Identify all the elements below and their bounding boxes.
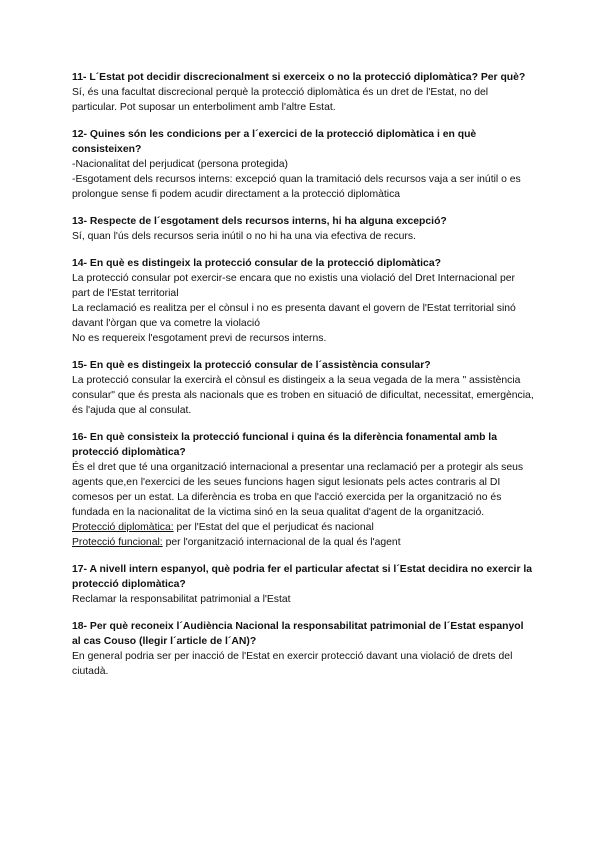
question-11 bbox=[72, 70, 534, 115]
question-title: 13- Respecte de l´esgotament dels recursos interns, hi ha alguna excepció? bbox=[72, 216, 447, 227]
answer-line: -Esgotament dels recursos interns: excepció quan la tramitació dels recursos vaja a ser inútil o es prolongue sense fi podem acudir directament a la protecció diplomàtica bbox=[72, 174, 521, 200]
question-title: 16- En què consisteix la protecció funcional i quina és la diferència fonamental amb la protecció diplomàtica? bbox=[72, 432, 497, 458]
question-13 bbox=[72, 214, 534, 244]
underlined-label: Protecció diplomàtica: bbox=[72, 522, 174, 533]
underlined-label: Protecció funcional: bbox=[72, 537, 163, 548]
question-title: 17- A nivell intern espanyol, què podria fer el particular afectat si l´Estat decidira no exercir la protecció diplomàtica? bbox=[72, 564, 533, 590]
question-17 bbox=[72, 562, 534, 607]
question-title: 12- Quines són les condicions per a l´exercici de la protecció diplomàtica i en què consisteixen? bbox=[72, 129, 477, 155]
answer-line: La reclamació es realitza per el cònsul i no es presenta davant el govern de l'Estat territorial sinó davant l'òrgan que va cometre la violació bbox=[72, 303, 516, 329]
answer-line: És el dret que té una organització internacional a presentar una reclamació per a protegir als seus agents que,en l'exercici de les seues funcions hagen sigut lesionats pels actes contraris al DI comesos per un estat. La diferència es troba en que l'acció exercida per la organització no és fundada en la nacionalitat de la victima sinó en la seua qualitat d'agent de la organització. bbox=[72, 462, 524, 518]
question-15 bbox=[72, 358, 534, 418]
answer-line bbox=[72, 520, 534, 535]
question-16 bbox=[72, 430, 534, 550]
question-title: 18- Per què reconeix l´Audiència Nacional la responsabilitat patrimonial de l´Estat espanyol al cas Couso (llegir l´article de l´AN)? bbox=[72, 621, 524, 647]
answer-line: La protecció consular pot exercir-se encara que no existis una violació del Dret Internacional per part de l'Estat territorial bbox=[72, 273, 515, 299]
answer-line: Sí, quan l'ús dels recursos seria inútil o no hi ha una via efectiva de recurs. bbox=[72, 231, 416, 242]
answer-line: No es requereix l'esgotament previ de recursos interns. bbox=[72, 333, 327, 344]
answer-line: En general podria ser per inacció de l'Estat en exercir protecció davant una violació de drets del ciutadà. bbox=[72, 651, 513, 677]
question-12 bbox=[72, 127, 534, 202]
document-page bbox=[72, 70, 534, 691]
question-title: 14- En què es distingeix la protecció consular de la protecció diplomàtica? bbox=[72, 258, 441, 269]
line-text: per l'organització internacional de la qual és l'agent bbox=[162, 537, 401, 548]
line-text: per l'Estat del que el perjudicat és nacional bbox=[173, 522, 374, 533]
answer-line: Reclamar la responsabilitat patrimonial a l'Estat bbox=[72, 594, 291, 605]
question-title: 11- L´Estat pot decidir discrecionalment si exerceix o no la protecció diplomàtica? Per què? bbox=[72, 72, 526, 83]
question-14 bbox=[72, 256, 534, 346]
answer-line: La protecció consular la exercirà el cònsul es distingeix a la seua vegada de la mera " assistència consular" que és presta als nacionals que es troben en situació de dificultat, necessitat, emergència, és l'ajuda que al consulat. bbox=[72, 375, 534, 416]
answer-line: -Nacionalitat del perjudicat (persona protegida) bbox=[72, 159, 289, 170]
answer-line: Sí, és una facultat discrecional perquè la protecció diplomàtica és un dret de l'Estat, no del particular. Pot suposar un enterboliment amb l'altre Estat. bbox=[72, 87, 489, 113]
answer-line bbox=[72, 535, 534, 550]
question-18 bbox=[72, 619, 534, 679]
question-title: 15- En què es distingeix la protecció consular de l´assistència consular? bbox=[72, 360, 431, 371]
